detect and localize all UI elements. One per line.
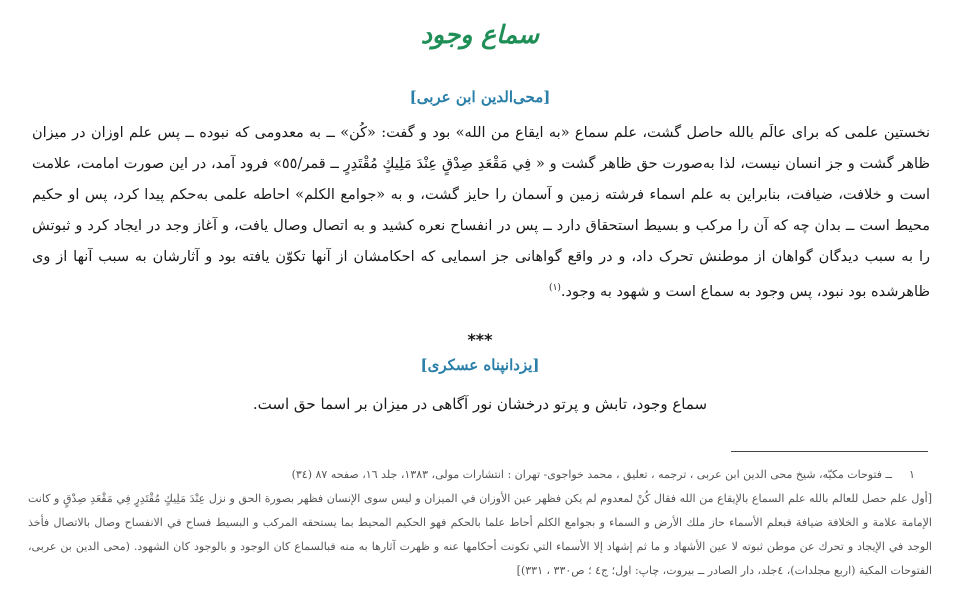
section-separator: *** <box>467 330 493 349</box>
main-paragraph <box>32 118 930 308</box>
main-paragraph-block <box>32 118 930 308</box>
footnote-source-line <box>28 463 932 487</box>
footnote-number: ١ <box>909 468 915 481</box>
footnotes-block <box>28 463 932 583</box>
summary-sentence: سماع وجود، تابش و پرتو درخشان نور آگاهی در میزان بر اسما حق است. <box>252 395 708 413</box>
page-title: سماع وجود <box>420 20 540 49</box>
main-paragraph-text: نخستین علمی که برای عالَم بالله حاصل گشت، علم سماع «به ایقاع من الله» بود و گفت: «کُن» ــ به معدومی که نبوده ــ پس علم اوزان در میزان ظاهر گشت و جز انسان نیست، لذا به‌صورت حق ظاهر گشت و « فِي مَقْعَدِ صِدْقٍ عِنْدَ مَلِيكٍ مُقْتَدِرٍ ــ قمر/٥٥» فرود آمد، در این صورت امامت، علامت است و خلافت، ضیافت، بنابراین به علم اسماء فرشته زمین و آسمان را حایز گشت، و به «جوامع الکلم» احاطه علمی به‌حکم پیدا کرد، پس او حکیم محیط است ــ بدان چه که آن را مرکب و بسیط استحقاق دارد ــ پس در انفساح نعره کشید و به اتصال وصال یافت، و آغاز وجد در ایجاد کرد و ثبوتش را به سبب دیدگان گواهان از موطنش تحرک داد، و در واقع گواهانی جز اسمایی که احکامشان از آنها تکوّن یافته بود و آثارشان به سبب آنها از وی ظاهرشده بود نبود، پس وجود به سماع است و شهود به وجود. <box>32 125 930 300</box>
footnote-reference[interactable]: (١) <box>549 283 561 293</box>
author-heading-ibn-arabi: [محی‌الدین ابن عربی] <box>409 88 551 106</box>
footnote-source: ــ فتوحات مکیّه، شیخ محی الدین ابن عربی ، ترجمه ، تعلیق ، محمد خواجوی- تهران : انتشارات مولی، ١٣٨٣، جلد ١٦، صفحه ٨٧ (٣٤) <box>291 468 892 481</box>
author-heading-yazdanpanah: [یزدانپناه عسکری] <box>420 356 540 374</box>
footnote-arabic-quote: [أول علم حصل للعالم بالله علم السماع بالإيقاع من الله فقال كُنْ لمعدوم لم يكن فظهر عين الأوزان في الميزان و ليس سوى الإنسان فظهر بصورة الحق و نزل عِنْدَ مَلِيكٍ مُقْتَدِرٍ فِي مَقْعَدِ صِدْقٍ و كانت الإمامة علامة و الخلافة ضيافة فبعلم الأسماء حاز ملك الأرض و السماء و بجوامع الكلم أحاط علما بالحكم فهو الحكيم المحيط بما يستحقه المركب و البسيط فساح في الانفساح وصال بالاتصال فأخذ الوجد في الإيجاد و تحرك عن موطن ثبوته لا عين الأشهاد و ما ثم إشهاد إلا الأسماء التي تكونت أحكامها عنه و ظهرت آثارها به منه فبالسماع كان الوجود و بالوجود كان الشهود. (محی الدين بن عربی، الفتوحات المكية (اربع مجلدات)، ٤جلد، دار الصادر ــ بيروت، چاپ: اول؛ ج٤ ؛ ص٣٣٠ ، ٣٣١)] <box>28 492 932 577</box>
footnote-divider <box>731 451 928 452</box>
